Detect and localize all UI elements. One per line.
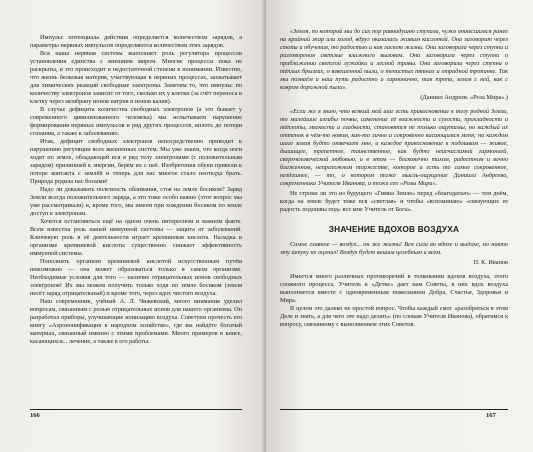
quote-andreev-1: «Земля, по которой мы до сих пор равнодушно ступали, чужо отнесшимся ранее на крайний жар или холод, вдруг оказалась живым кислотой. Она заговорит через стопы и обучения, то радостью и как ласкою жизни. Она заговорила через ступни и разговорения светлые влажного вызовом. Она заговорила через ступни о приближении светлой лужайки и лесной травы. Она заговорила через ступни о тёплых брызгах, о взвешенной пыли, о тенистых пятнах и отрадной тропинке. Так мы познаём и наш путь радостно и гармонично, так тропа, земля с ней, как с ковром дорожной пыли».: [280, 28, 508, 91]
paragraph: Имеется много различных противоречий в толковании вдохов воздуха, этого сложного процесса. Учитель в «Детке» дает нам Советы, в них вдох воздуха выполняется вместе с одновременным пожеланием Добра, Счастья, Здоровья и Мира.: [280, 272, 508, 304]
paragraph: Не строки ли это из будущего «Гимна Земле» перед «благодатью» — тем днём, когда на земле будет тоже вся «светлая» и чтобы «вспоминаю» «связующих ее радость подошвы под» все мне Учитель от Бога».: [280, 190, 508, 213]
epigraph: Самое главное — воздух... он же жизнь! Вся сила во вдохе и выдохе, но никто эту штуку не оценил! Воздух будет вашим целебным и всем.: [280, 240, 508, 256]
paragraph: Хочется остановиться ещё на одном очень интересном и важном факте. Всем известна роль нашей иммунной системы — защита от заболеваний. Ключевую роль в её деятельности играет кремниевая кислота. Наладка в организме кремниевой кислоты существенно снижает эффективность иммунной системы.: [30, 218, 242, 257]
epigraph-author: П. К. Иванов: [473, 258, 508, 266]
quote-author: (Даниил Андреев. «Роза Мира».): [420, 94, 508, 101]
paragraph: Импульс потенциала действия определяется количеством зарядов, а параметры нервных импульсов определяются количеством этих зарядов.: [30, 34, 242, 49]
footer-rule: [30, 409, 242, 410]
left-text-column: [30, 34, 242, 346]
paragraph: Наш современник, учёный А. Л. Чижевский, много внимания уделил вопросам, связанным с ролью отрицательных ионов для нашего организма. Он разработал приборы, улучшающие ионизацию воздуха. Советуем прочесть его книгу «Аэроионификация в народном хозяйстве», где вы найдёте богатый материал, связанный именно с этими проблемами. Много примеров в книге, касающихся... лечение, а также в его работы.: [30, 298, 242, 345]
footer-rule: [280, 409, 508, 410]
paragraph: Пополнить организм кремниевой кислотой искусственным путём невозможно — она может образоваться только в самом организме. Необходимые условия для того — наличие отрицательных ионов свободных электронов! Их мы можем получить только ходя по земле босиком (земля несёт заряд отрицательный) и кроме того, через вдох чистого воздуха.: [30, 258, 242, 297]
right-page: [266, 0, 533, 452]
left-page: [0, 0, 266, 452]
paragraph: В целом это далеко не простой вопрос. Чтобы каждый смог «разобраться в этом Деле и знать, а для чего это надо делать» (по словам Учителя Иванова), обратимся к вопросу, связанному с выполнением этих Советов.: [280, 304, 508, 328]
section-title: ЗНАЧЕНИЕ ВДОХОВ ВОЗДУХА: [328, 224, 460, 234]
paragraph: В случае дефицита количества свободных электронов (а это бывает у современного цивилизованного человека) мы испытываем нарушение формирования нервных импульсов и ряд других процессов, вплоть до потери сознания, а также к заболеванию.: [30, 106, 242, 137]
right-text-column: [280, 28, 508, 329]
paragraph: Итак, дефицит свободных электронов непосредственно приводит к нарушению регуляции всех жизненных систем. Мы уже знаем, что когда ноги ходят по земле, обладающей вся в ряд телу электронами (с положительным зарядом) прилипшей к энергии, берём их с неё. Изобретения обуви привели к потере контакта с землёй и теперь для нас многое стало неоткуда брать. Природа родила нас босыми!: [30, 138, 242, 185]
page-number-left: 166: [30, 412, 40, 419]
paragraph: Вся наша нервная система выполняет роль регулятора процессов установления единства с внешним миром. Многие процессы пока не раскрыты, и это происходит в недостаточной степени в понимании. Известно, что жизнь белковая материя, участвующая в нервных процессах, захватывает для химических реакций свободные электроны. Заметим то, что импульс по количеству электронов зависит от того, сколько их у клетки (за счёт переноса в клетку через мембрану ионов натрия и ионов калия).: [30, 50, 242, 105]
quote-andreev-2: «Если же я знаю, что всякий мой шаг есть прикосновение к телу родной Земли, то малейшие изгибы почвы, изменение её влажности и сухости, прохладности и тёплоты, мягкости и гладкости, становятся не только ощутимы, но каждый их оттенок в чём-то новом, как-то лично и сокровенно касающимся меня; на каждом шаге земля будто отвечает мне, и каждое прикосновение к подошвам — живое, дышащее, трепетное, таинственное, как будто неисчислимой гармонией, сверхчеловеческой любовью, и в этом — бесконечно тихом, радостном и вечно блаженном, непреложном торжестве, которое и есть то самое сокровенное, нездешнее, — то, о котором тоже мысль-ощущение Даниила Андреева, современника Учителя Иванова, и тоже его «Розы Мира».: [280, 108, 508, 187]
paragraph: Надо ли доказывать полезность обливания, стоя на земле босиком? Заряд Земли всегда положительного заряда, а это тоже особо важно (этот вопрос мы уже рассматривали) и, кроме того, мы имеем при хождении босиком по земле доступ к электронам.: [30, 186, 242, 217]
page-number-right: 167: [486, 412, 496, 419]
